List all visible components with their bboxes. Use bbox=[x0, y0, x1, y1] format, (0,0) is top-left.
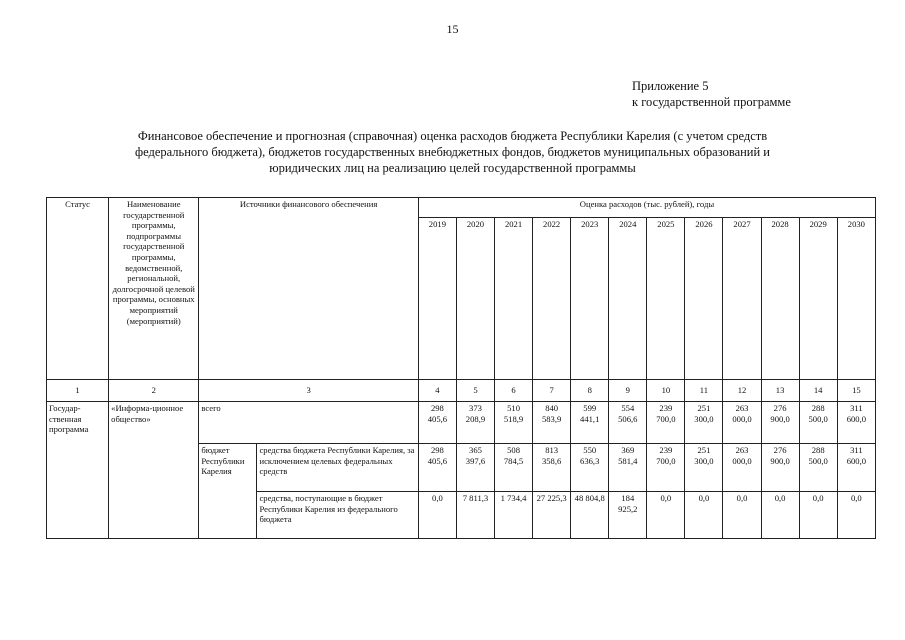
value-cell: 550 636,3 bbox=[571, 444, 609, 492]
page-number: 15 bbox=[446, 22, 459, 36]
value-cell: 510 518,9 bbox=[495, 402, 533, 444]
year-header: 2020 bbox=[456, 218, 494, 380]
value-cell: 0,0 bbox=[647, 492, 685, 539]
year-header: 2022 bbox=[533, 218, 571, 380]
column-number: 8 bbox=[571, 380, 609, 402]
appendix-line-2: к государственной программе bbox=[632, 95, 791, 109]
value-cell: 48 804,8 bbox=[571, 492, 609, 539]
budget-group-cell: бюджет Республики Карелия bbox=[199, 444, 257, 539]
value-cell: 239 700,0 bbox=[647, 402, 685, 444]
column-number: 1 bbox=[47, 380, 109, 402]
column-number: 11 bbox=[685, 380, 723, 402]
header-status: Статус bbox=[47, 198, 109, 380]
year-header: 2026 bbox=[685, 218, 723, 380]
value-cell: 7 811,3 bbox=[456, 492, 494, 539]
value-cell: 369 581,4 bbox=[609, 444, 647, 492]
value-cell: 251 300,0 bbox=[685, 402, 723, 444]
column-number: 9 bbox=[609, 380, 647, 402]
value-cell: 0,0 bbox=[837, 492, 875, 539]
value-cell: 27 225,3 bbox=[533, 492, 571, 539]
value-cell: 276 900,0 bbox=[761, 402, 799, 444]
value-cell: 0,0 bbox=[761, 492, 799, 539]
column-number: 15 bbox=[837, 380, 875, 402]
document-title bbox=[40, 128, 865, 176]
value-cell: 288 500,0 bbox=[799, 402, 837, 444]
value-cell: 251 300,0 bbox=[685, 444, 723, 492]
value-cell: 298 405,6 bbox=[418, 402, 456, 444]
column-number: 3 bbox=[199, 380, 419, 402]
value-cell: 554 506,6 bbox=[609, 402, 647, 444]
column-number: 6 bbox=[495, 380, 533, 402]
value-cell: 508 784,5 bbox=[495, 444, 533, 492]
value-cell: 288 500,0 bbox=[799, 444, 837, 492]
header-estimate: Оценка расходов (тыс. рублей), годы bbox=[418, 198, 875, 218]
column-number: 10 bbox=[647, 380, 685, 402]
header-name: Наименование государственной программы, подпрограммы государственной программы, ведомственной, региональной, долгосрочной целевой программы, основных мероприятий (мероприятий) bbox=[109, 198, 199, 380]
column-number: 2 bbox=[109, 380, 199, 402]
value-cell: 0,0 bbox=[723, 492, 761, 539]
value-cell: 373 208,9 bbox=[456, 402, 494, 444]
value-cell: 298 405,6 bbox=[418, 444, 456, 492]
year-header: 2027 bbox=[723, 218, 761, 380]
column-number: 13 bbox=[761, 380, 799, 402]
value-cell: 365 397,6 bbox=[456, 444, 494, 492]
program-name-cell: «Информа-ционное общество» bbox=[109, 402, 199, 539]
value-cell: 813 358,6 bbox=[533, 444, 571, 492]
value-cell: 840 583,9 bbox=[533, 402, 571, 444]
value-cell: 263 000,0 bbox=[723, 444, 761, 492]
year-header: 2024 bbox=[609, 218, 647, 380]
source-budget: средства бюджета Республики Карелия, за исключением целевых федеральных средств bbox=[257, 444, 418, 492]
status-cell: Государ-ственная программа bbox=[47, 402, 109, 539]
appendix-heading bbox=[632, 78, 791, 110]
header-sources: Источники финансового обеспечения bbox=[199, 198, 419, 380]
year-header: 2029 bbox=[799, 218, 837, 380]
value-cell: 1 734,4 bbox=[495, 492, 533, 539]
value-cell: 184 925,2 bbox=[609, 492, 647, 539]
value-cell: 0,0 bbox=[685, 492, 723, 539]
financing-table bbox=[46, 197, 876, 539]
source-federal: средства, поступающие в бюджет Республики Карелия из федерального бюджета bbox=[257, 492, 418, 539]
value-cell: 311 600,0 bbox=[837, 402, 875, 444]
year-header: 2019 bbox=[418, 218, 456, 380]
column-number: 7 bbox=[533, 380, 571, 402]
column-number: 14 bbox=[799, 380, 837, 402]
year-header: 2030 bbox=[837, 218, 875, 380]
year-header: 2021 bbox=[495, 218, 533, 380]
source-total: всего bbox=[199, 402, 419, 444]
value-cell: 311 600,0 bbox=[837, 444, 875, 492]
value-cell: 263 000,0 bbox=[723, 402, 761, 444]
value-cell: 0,0 bbox=[418, 492, 456, 539]
table-row-total bbox=[47, 402, 876, 444]
column-number: 4 bbox=[418, 380, 456, 402]
appendix-line-1: Приложение 5 bbox=[632, 79, 709, 93]
year-header: 2023 bbox=[571, 218, 609, 380]
year-header: 2028 bbox=[761, 218, 799, 380]
header-row bbox=[47, 198, 876, 218]
year-header: 2025 bbox=[647, 218, 685, 380]
title-line-2: федерального бюджета), бюджетов государственных внебюджетных фондов, бюджетов муниципальных образований и bbox=[134, 145, 770, 159]
value-cell: 0,0 bbox=[799, 492, 837, 539]
value-cell: 239 700,0 bbox=[647, 444, 685, 492]
title-line-1: Финансовое обеспечение и прогнозная (справочная) оценка расходов бюджета Республики Карелия (с учетом средств bbox=[137, 129, 768, 143]
column-numbers-row bbox=[47, 380, 876, 402]
column-number: 5 bbox=[456, 380, 494, 402]
value-cell: 276 900,0 bbox=[761, 444, 799, 492]
value-cell: 599 441,1 bbox=[571, 402, 609, 444]
column-number: 12 bbox=[723, 380, 761, 402]
title-line-3: юридических лиц на реализацию целей государственной программы bbox=[269, 161, 636, 175]
